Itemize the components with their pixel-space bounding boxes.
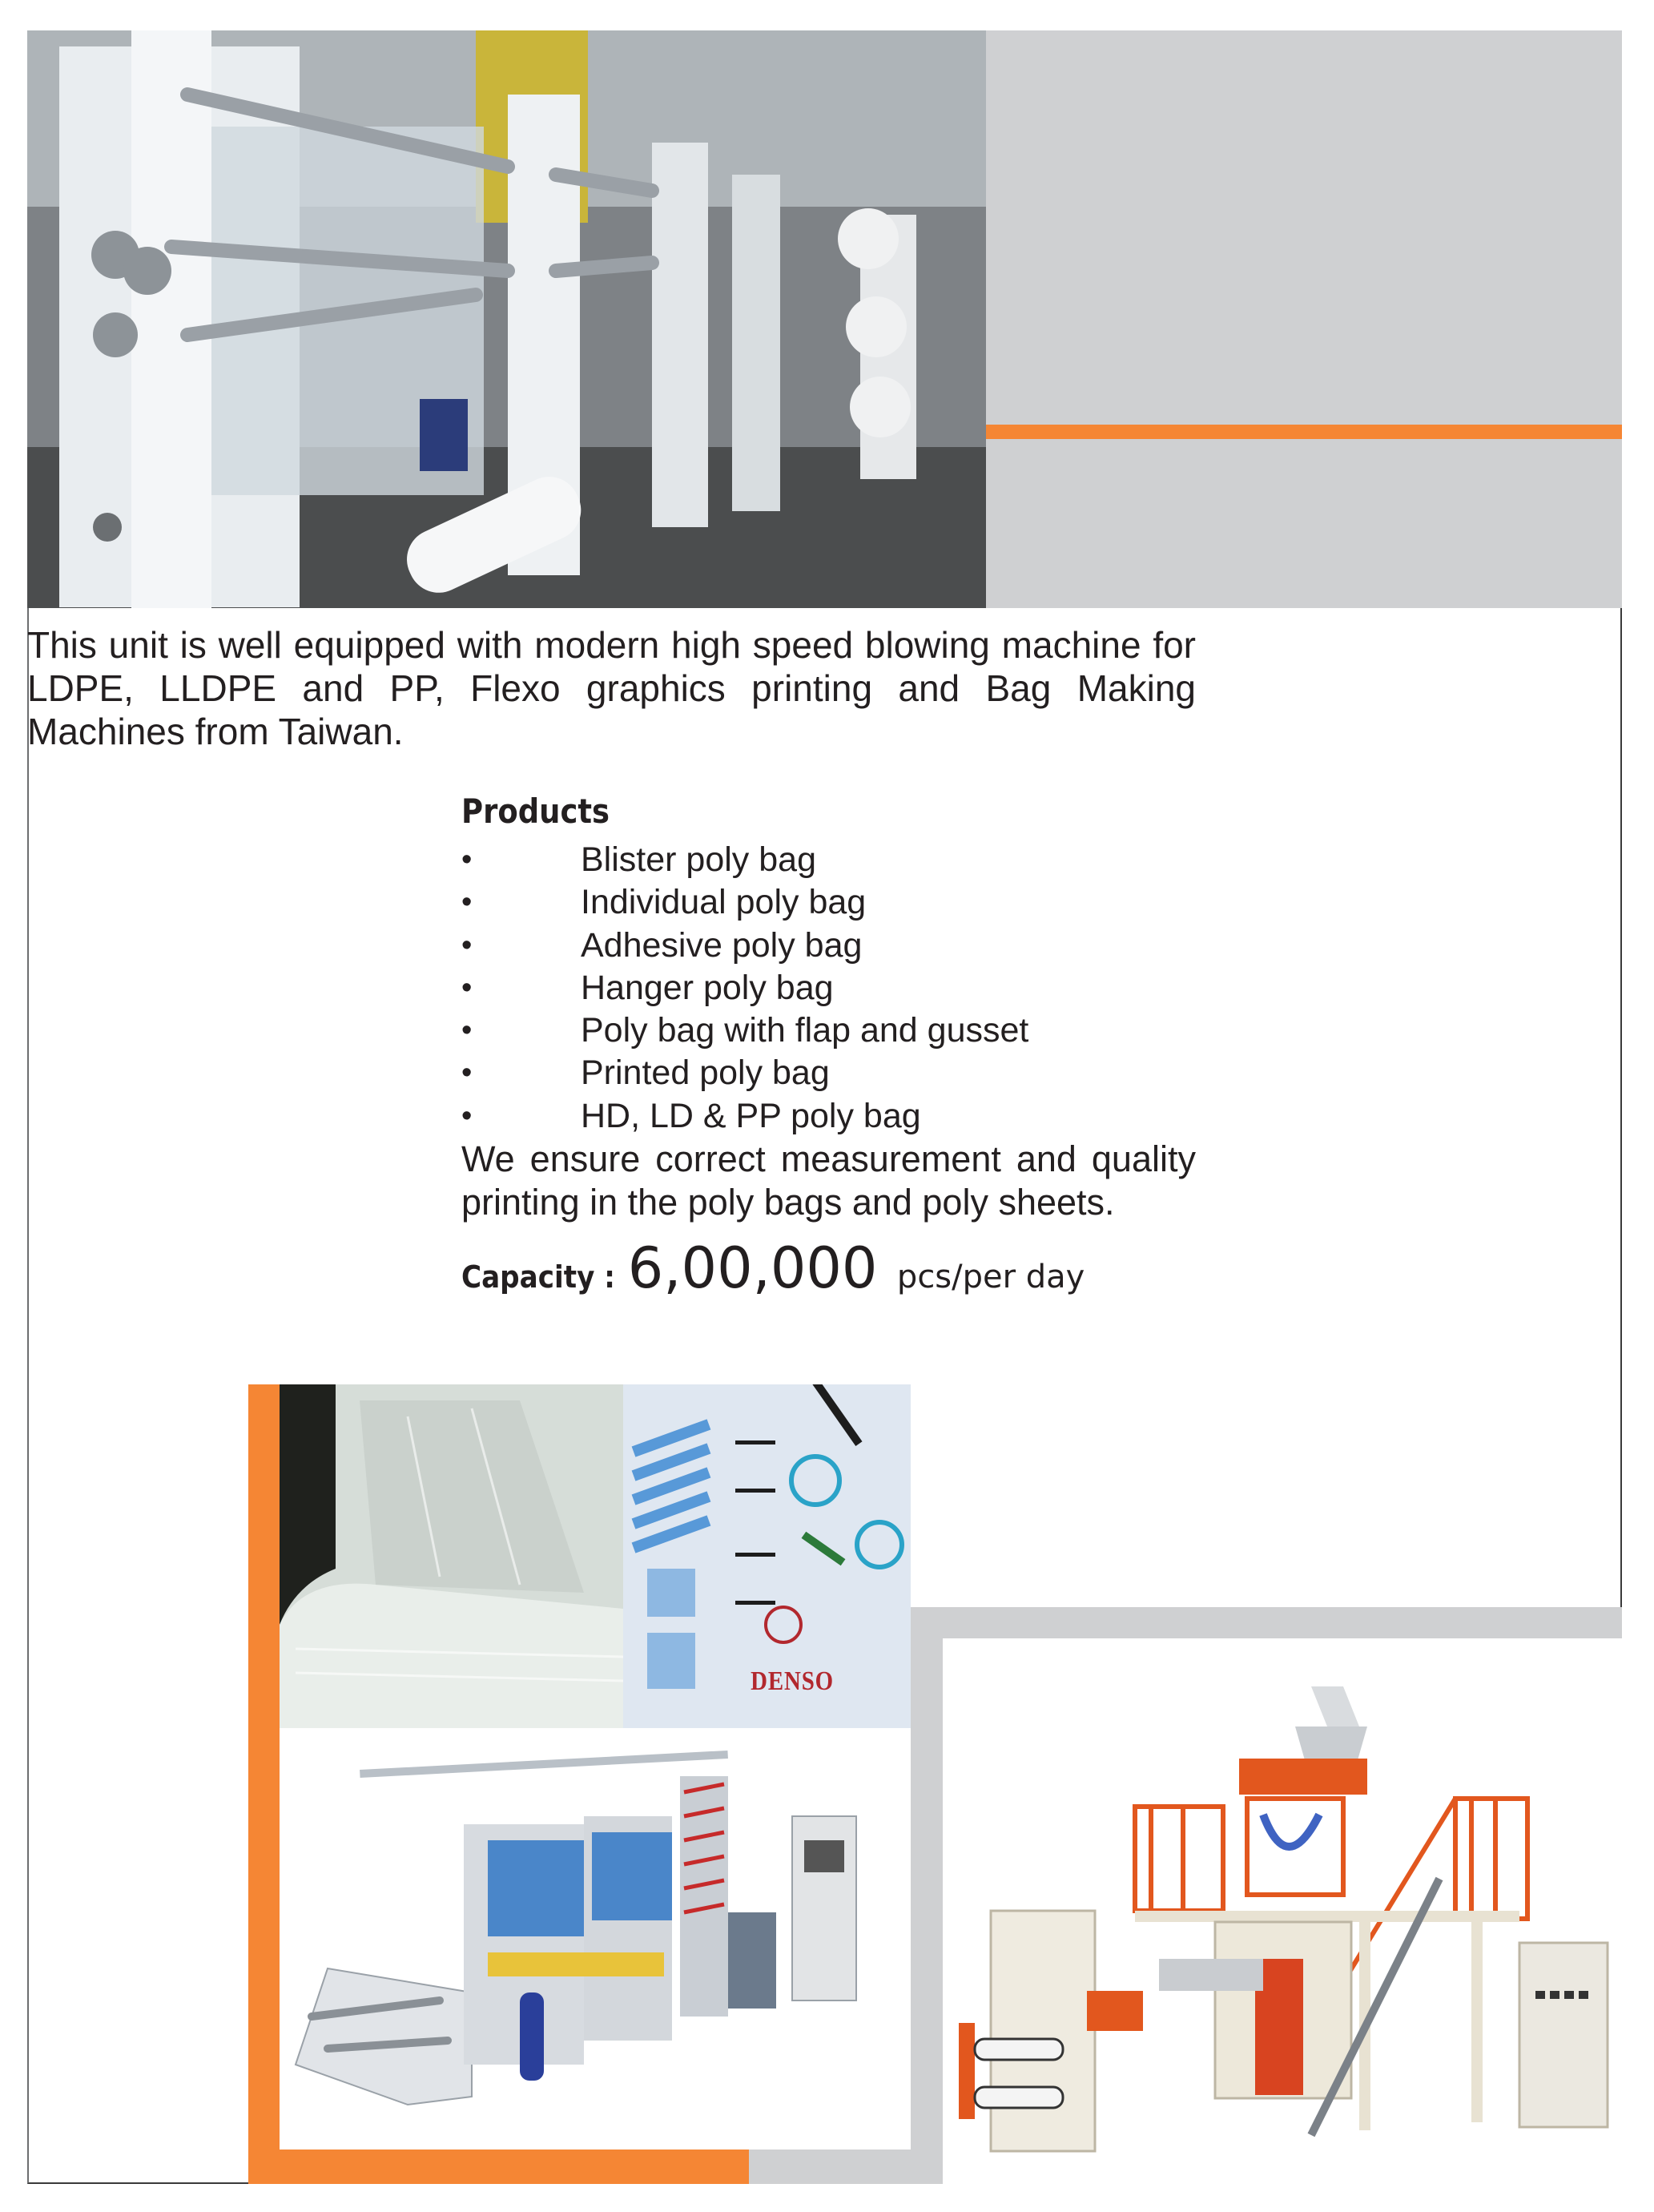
bullet-icon: • <box>461 885 473 920</box>
list-item <box>461 1009 1196 1052</box>
bullet-icon: • <box>461 843 473 876</box>
product-label: Printed poly bag <box>581 1054 830 1093</box>
clear-poly-bag-photo <box>280 1384 623 1728</box>
orange-frame-left <box>248 1384 280 2184</box>
machine-line-photo <box>27 30 986 608</box>
product-label: Individual poly bag <box>581 883 867 922</box>
product-label: Poly bag with flap and gusset <box>581 1011 1029 1050</box>
list-item <box>461 1052 1196 1094</box>
products-heading: Products <box>461 792 610 831</box>
product-label: Blister poly bag <box>581 840 816 879</box>
flexo-printing-machine-photo <box>280 1728 911 2150</box>
orange-frame-bottom <box>248 2150 749 2184</box>
film-blowing-machine-photo <box>943 1638 1622 2184</box>
orange-accent-bar <box>986 425 1622 439</box>
list-item <box>461 967 1196 1009</box>
gray-frame-top <box>911 1607 1622 1638</box>
machine-line-illustration <box>27 30 986 608</box>
bullet-icon: • <box>461 1056 473 1090</box>
denso-print-text: DENSO <box>751 1666 834 1696</box>
bullet-icon: • <box>461 1098 473 1133</box>
list-item <box>461 839 1196 881</box>
products-section <box>461 789 1196 1301</box>
capacity-label: Capacity : <box>461 1259 615 1295</box>
blowing-machine-illustration <box>943 1638 1622 2184</box>
bullet-icon: • <box>461 928 473 962</box>
bullet-icon: • <box>461 970 473 1005</box>
gray-accent-panel <box>986 30 1622 608</box>
products-list <box>461 839 1196 1138</box>
gray-frame-bottom <box>749 2150 911 2184</box>
bullet-icon: • <box>461 1013 473 1048</box>
product-label: Hanger poly bag <box>581 968 834 1007</box>
intro-paragraph: This unit is well equipped with modern high speed blowing machine for LDPE, LLDPE and PP, Flexo graphics printing and Bag Making Machines from Taiwan. <box>27 624 1196 752</box>
capacity-value: 6,00,000 <box>627 1235 878 1302</box>
printed-poly-bag-photo <box>623 1384 911 1728</box>
list-item <box>461 925 1196 967</box>
assurance-paragraph: We ensure correct measurement and quality printing in the poly bags and poly sheets. <box>461 1138 1196 1223</box>
capacity-unit: pcs/per day <box>896 1259 1085 1296</box>
product-label: Adhesive poly bag <box>581 925 863 965</box>
product-label: HD, LD & PP poly bag <box>581 1096 921 1135</box>
list-item <box>461 1095 1196 1138</box>
capacity-line <box>461 1235 1196 1301</box>
gray-frame-column <box>911 1607 943 2184</box>
list-item <box>461 881 1196 924</box>
printing-machine-illustration <box>280 1728 911 2150</box>
poly-bag-stack-illustration <box>280 1384 623 1728</box>
